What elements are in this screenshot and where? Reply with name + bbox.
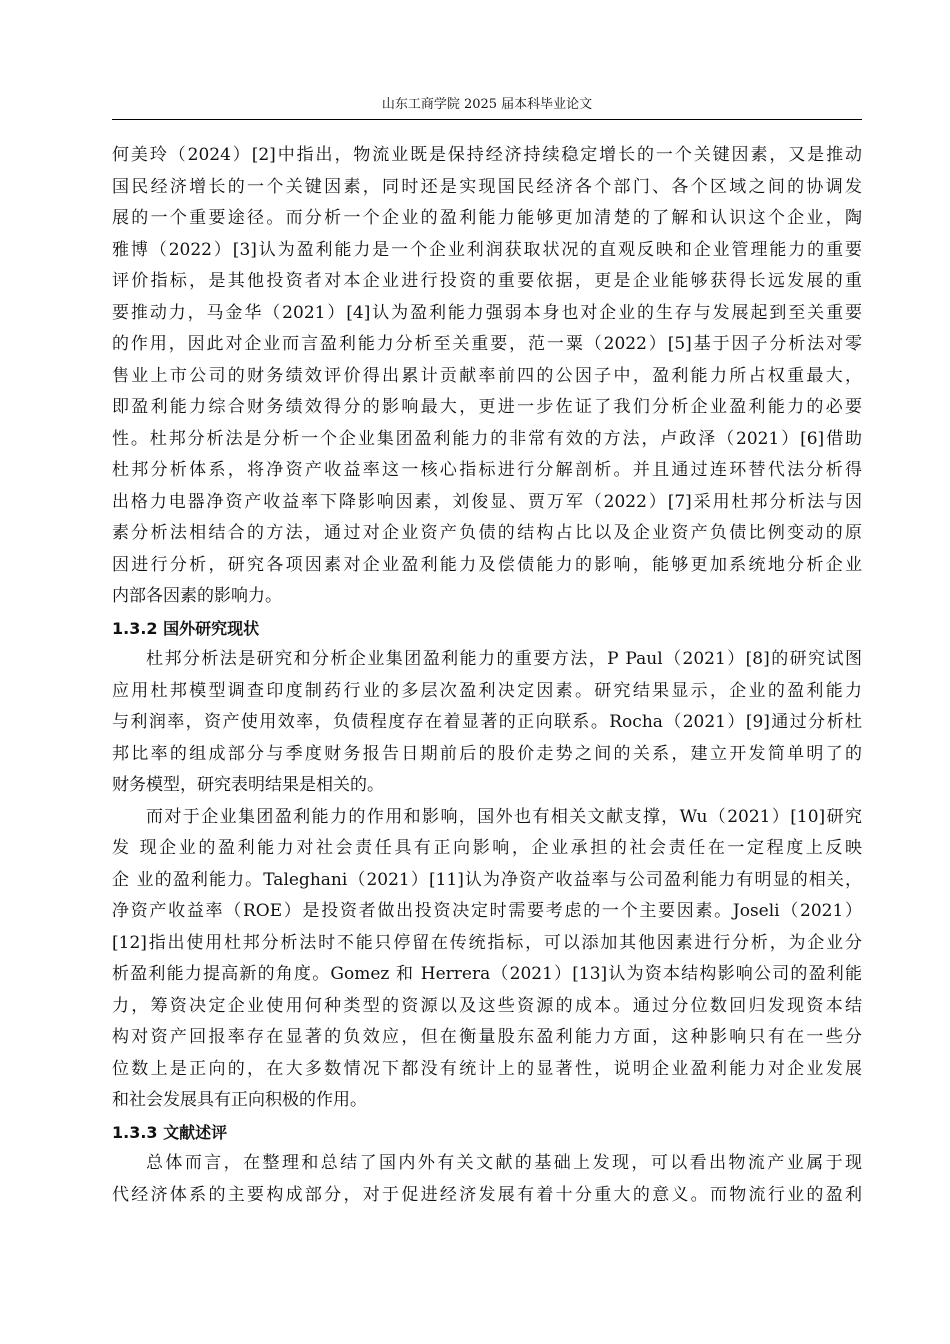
text-line: 发 现企业的盈利能力对社会责任具有正向影响，企业承担的社会责任在一定程度上反映: [112, 838, 862, 858]
section-heading: 1.3.3 文献述评: [112, 1122, 228, 1142]
text-line: 即盈利能力综合财务绩效得分的影响最大，更进一步佐证了我们分析企业盈利能力的必要: [112, 397, 862, 417]
text-line: 力，筹资决定企业使用何种类型的资源以及这些资源的成本。通过分位数回归发现资本结: [112, 995, 862, 1016]
text-line: 和社会发展具有正向积极的作用。: [112, 1090, 367, 1110]
text-line: 的作用，因此对企业而言盈利能力分析至关重要，范一粟（2022）[5]基于因子分析法对零: [112, 334, 862, 354]
section-heading: 1.3.2 国外研究现状: [112, 618, 260, 638]
text-line: 评价指标，是其他投资者对本企业进行投资的重要依据，更是企业能够获得长远发展的重: [112, 271, 862, 291]
header-rule: [112, 119, 862, 120]
text-line: 展的一个重要途径。而分析一个企业的盈利能力能够更加清楚的了解和认识这个企业，陶: [112, 208, 862, 228]
text-line: 企 业的盈利能力。Taleghani（2021）[11]认为净资产收益率与公司盈利能力有明显的相关，: [112, 869, 862, 890]
text-line: 素分析法相结合的方法，通过对企业资产负债的结构占比以及企业资产负债比例变动的原: [112, 523, 862, 543]
text-line: 应用杜邦模型调查印度制药行业的多层次盈利决定因素。研究结果显示，企业的盈利能力: [112, 680, 862, 701]
text-line: 国民经济增长的一个关键因素，同时还是实现国民经济各个部门、各个区域之间的协调发: [112, 176, 862, 197]
text-line: 邦比率的组成部分与季度财务报告日期前后的股价走势之间的关系，建立开发简单明了的: [112, 743, 862, 764]
body-text: [112, 140, 862, 1211]
text-line: 净资产收益率（ROE）是投资者做出投资决定时需要考虑的一个主要因素。Joseli（2021）: [112, 901, 862, 921]
text-line: 雅博（2022）[3]认为盈利能力是一个企业利润获取状况的直观反映和企业管理能力的重要: [112, 239, 862, 260]
text-line: 而对于企业集团盈利能力的作用和影响，国外也有相关文献支撑，Wu（2021）[10]研究: [146, 806, 862, 827]
text-line: 要推动力，马金华（2021）[4]认为盈利能力强弱本身也对企业的生存与发展起到至关重要: [112, 302, 862, 323]
text-line: 因进行分析，研究各项因素对企业盈利能力及偿债能力的影响，能够更加系统地分析企业: [112, 554, 862, 575]
running-header: 山东工商学院 2025 届本科毕业论文: [381, 97, 593, 112]
text-line: 财务模型，研究表明结果是相关的。: [112, 775, 384, 795]
text-line: 与利润率，资产使用效率，负债程度存在着显著的正向联系。Rocha（2021）[9]通过分析杜: [112, 712, 862, 732]
text-line: [12]指出使用杜邦分析法时不能只停留在传统指标，可以添加其他因素进行分析，为企业分: [112, 932, 862, 953]
text-line: 构对资产回报率存在显著的负效应，但在衡量股东盈利能力方面，这种影响只有在一些分: [112, 1027, 862, 1047]
text-line: 售业上市公司的财务绩效评价得出累计贡献率前四的公因子中，盈利能力所占权重最大，: [112, 365, 862, 386]
text-line: 内部各因素的影响力。: [112, 586, 282, 606]
text-line: 杜邦分析法是研究和分析企业集团盈利能力的重要方法，P Paul（2021）[8]的研究试图: [146, 649, 862, 669]
text-line: 析盈利能力提高新的角度。Gomez 和 Herrera（2021）[13]认为资本结构影响公司的盈利能: [112, 964, 862, 984]
text-line: 性。杜邦分析法是分析一个企业集团盈利能力的非常有效的方法，卢政泽（2021）[6]借助: [112, 428, 862, 449]
text-line: 杜邦分析体系，将净资产收益率这一核心指标进行分解剖析。并且通过连环替代法分析得: [112, 460, 862, 480]
text-line: 代经济体系的主要构成部分，对于促进经济发展有着十分重大的意义。而物流行业的盈利: [112, 1184, 862, 1205]
text-line: 何美玲（2024）[2]中指出，物流业既是保持经济持续稳定增长的一个关键因素，又是推动: [112, 145, 862, 165]
text-line: 位数上是正向的，在大多数情况下都没有统计上的显著性，说明企业盈利能力对企业发展: [112, 1058, 862, 1079]
text-line: 出格力电器净资产收益率下降影响因素，刘俊显、贾万军（2022）[7]采用杜邦分析法与因: [112, 491, 862, 512]
text-line: 总体而言，在整理和总结了国内外有关文献的基础上发现，可以看出物流产业属于现: [146, 1153, 862, 1173]
